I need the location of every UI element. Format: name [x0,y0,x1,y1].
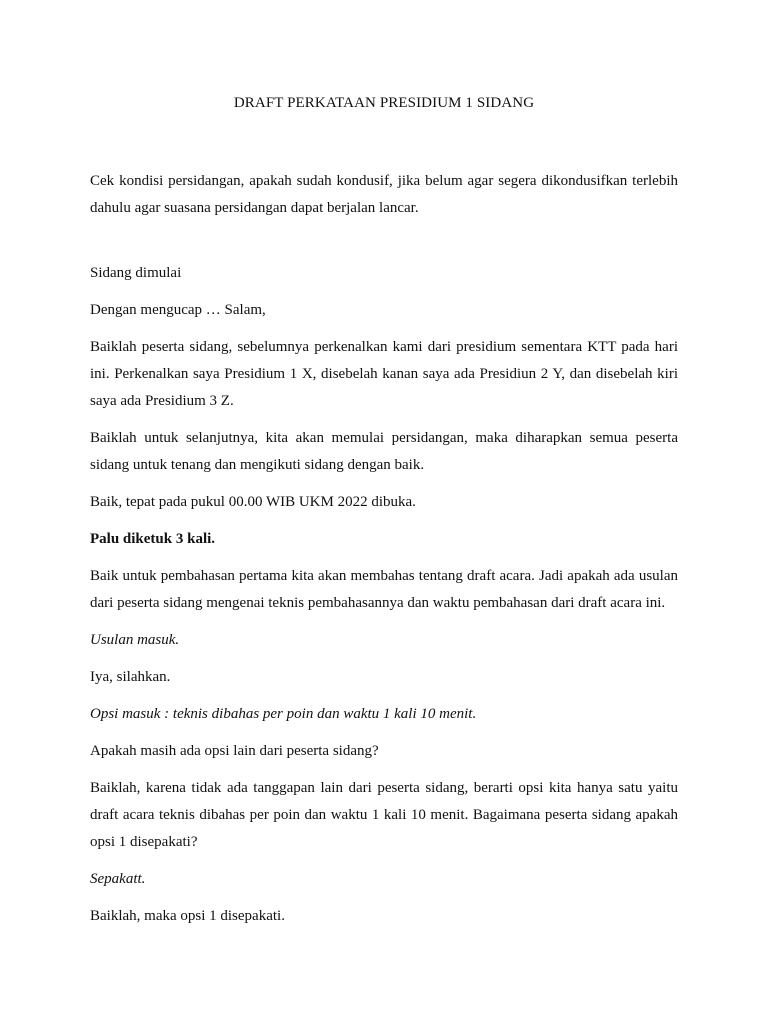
paragraph-check-condition: Cek kondisi persidangan, apakah sudah kondusif, jika belum agar segera dikondusifkan terlebih dahulu agar suasana persidangan dapat berjalan lancar. [90,173,678,216]
paragraph-introduction: Baiklah peserta sidang, sebelumnya perkenalkan kami dari presidium sementara KTT pada hari ini. Perkenalkan saya Presidium 1 X, disebelah kanan saya ada Presidiun 2 Y, dan disebelah kiri saya ada Presidium 3 Z. [90,339,678,409]
paragraph-gavel: Palu diketuk 3 kali. [90,531,216,547]
paragraph-option-in: Opsi masuk : teknis dibahas per poin dan waktu 1 kali 10 menit. [90,706,477,722]
paragraph-agreed-response: Sepakatt. [90,871,146,887]
document-title: DRAFT PERKATAAN PRESIDIUM 1 SIDANG [233,95,535,111]
paragraph-first-discussion: Baik untuk pembahasan pertama kita akan membahas tentang draft acara. Jadi apakah ada usulan dari peserta sidang mengenai teknis pembahasannya dan waktu pembahasan dari draft acara ini. [90,568,678,611]
paragraph-begin-session: Baiklah untuk selanjutnya, kita akan memulai persidangan, maka diharapkan semua peserta sidang untuk tenang dan mengikuti sidang dengan baik. [90,430,678,473]
paragraph-proposal-in: Usulan masuk. [90,632,180,648]
paragraph-go-ahead: Iya, silahkan. [90,669,171,685]
paragraph-other-options: Apakah masih ada opsi lain dari peserta sidang? [90,743,379,759]
paragraph-single-option: Baiklah, karena tidak ada tanggapan lain dari peserta sidang, berarti opsi kita hanya satu yaitu draft acara teknis dibahas per poin dan waktu 1 kali 10 menit. Bagaimana peserta sidang apakah opsi 1 disepakati? [90,780,678,850]
paragraph-opening-time: Baik, tepat pada pukul 00.00 WIB UKM 2022 dibuka. [90,494,416,510]
paragraph-option-agreed: Baiklah, maka opsi 1 disepakati. [90,908,285,924]
paragraph-greeting: Dengan mengucap … Salam, [90,302,266,318]
paragraph-session-start: Sidang dimulai [90,265,182,281]
